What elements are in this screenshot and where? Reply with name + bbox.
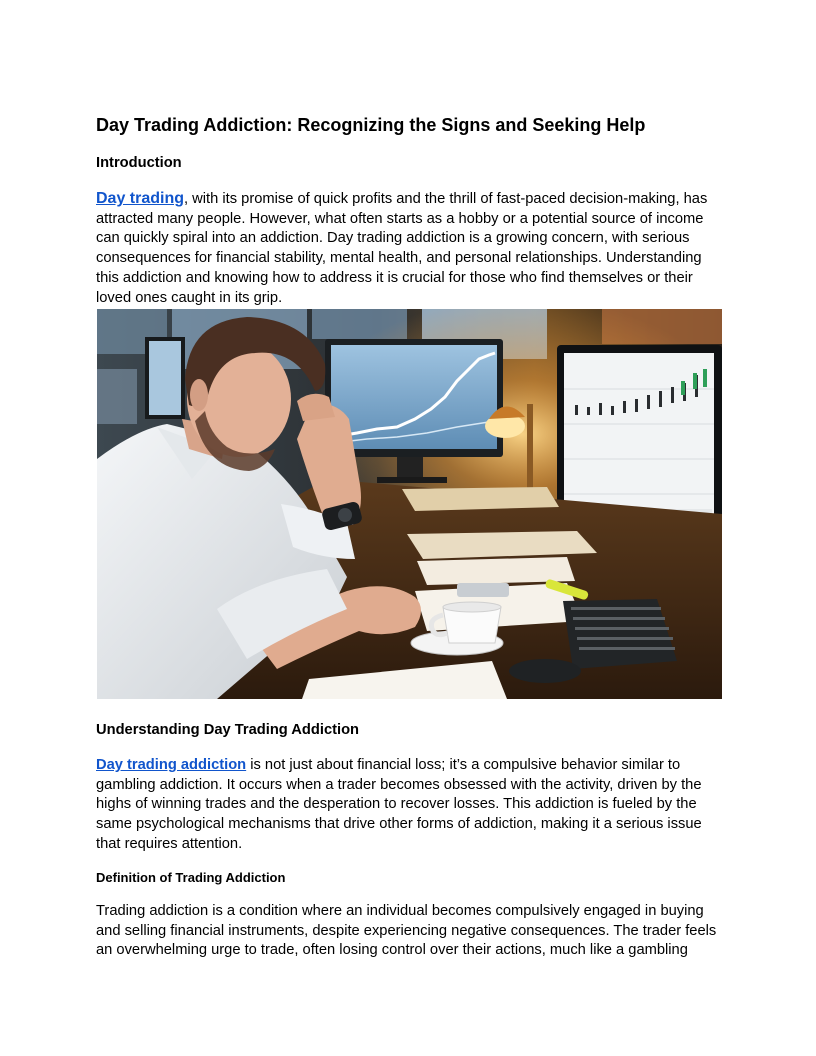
intro-paragraph [96, 189, 721, 308]
definition-heading: Definition of Trading Addiction [96, 870, 286, 885]
definition-paragraph: Trading addiction is a condition where an individual becomes compulsively engaged in buying and selling financial instruments, despite experiencing negative consequences. The trader feels an overwhelming urge to trade, often losing control over their actions, much like a gambling [96, 903, 717, 959]
section-text: is not just about financial loss; it’s a compulsive behavior similar to gambling addiction. It occurs when a trader becomes obsessed with the activity, driven by the highs of winning trades and the desperation to recover losses. This addiction is fueled by the same psychological mechanisms that drive other forms of addiction, making it a serious issue that requires attention. [96, 757, 702, 852]
trader-stress-photo [97, 309, 722, 699]
day-trading-link[interactable]: Day trading [96, 190, 185, 207]
section-paragraph [96, 756, 721, 855]
article-title: Day Trading Addiction: Recognizing the Signs and Seeking Help [96, 115, 646, 135]
intro-heading: Introduction [96, 155, 182, 171]
section-heading: Understanding Day Trading Addiction [96, 722, 360, 738]
intro-text: , with its promise of quick profits and the thrill of fast-paced decision-making, has attracted many people. However, what often starts as a hobby or a potential source of income can quickly spiral into an addiction. Day trading addiction is a growing concern, with serious consequences for financial stability, mental health, and personal relationships. Understanding this addiction and knowing how to address it is crucial for those who find themselves or their loved ones caught in its grip. [96, 191, 708, 306]
day-trading-addiction-link[interactable]: Day trading addiction [96, 757, 247, 773]
